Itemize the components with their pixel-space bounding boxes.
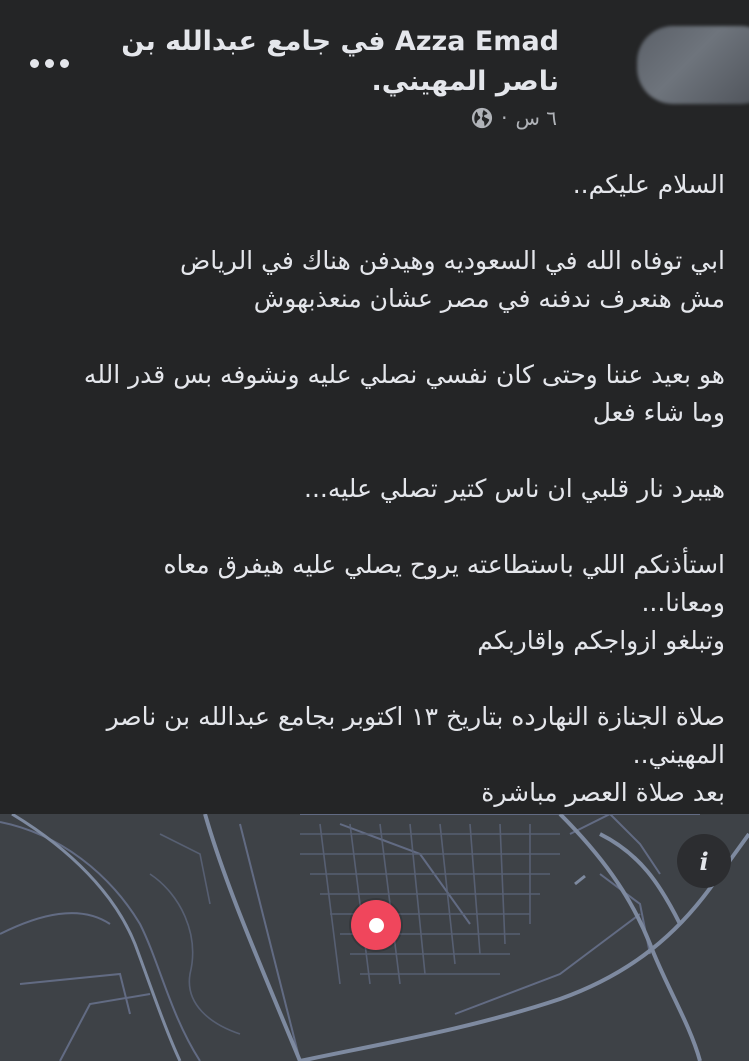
more-dots-icon: [30, 59, 39, 68]
body-line: هو بعيد عننا وحتى كان نفسي نصلي عليه ونشوفه بس قدر الله: [83, 360, 725, 389]
body-line: استأذنكم اللي باستطاعته يروح يصلي عليه هيفرق معاه: [163, 550, 725, 579]
body-line: وما شاء فعل: [592, 398, 725, 427]
post-meta: [471, 104, 557, 132]
location-map[interactable]: [0, 814, 749, 1061]
post-body: [25, 166, 725, 812]
pin-center: [369, 918, 384, 933]
body-line: السلام عليكم..: [572, 170, 725, 199]
meta-separator: ·: [501, 106, 508, 130]
body-line: وتبلغو ازواجكم واقاربكم: [477, 626, 725, 655]
globe-icon[interactable]: [471, 107, 493, 129]
body-line: بعد صلاة العصر مباشرة: [481, 778, 725, 807]
place-link[interactable]: جامع عبدالله بن ناصر المهيني.: [121, 26, 559, 97]
avatar[interactable]: [637, 26, 749, 104]
map-info-button[interactable]: i: [677, 834, 731, 888]
post-title: [89, 22, 559, 102]
body-line: صلاة الجنازة النهارده بتاريخ ١٣ اكتوبر بجامع عبدالله بن ناصر: [106, 702, 725, 731]
location-pin-icon[interactable]: [351, 900, 401, 950]
more-dots-icon: [45, 59, 54, 68]
author-name[interactable]: Azza Emad: [394, 26, 559, 57]
body-line: المهيني..: [632, 740, 725, 769]
post-header: [0, 0, 749, 140]
body-line: ابي توفاه الله في السعوديه وهيدفن هناك في الرياض: [179, 246, 725, 275]
title-connector: في: [340, 26, 386, 57]
body-line: هيبرد نار قلبي ان ناس كتير تصلي عليه...: [304, 474, 725, 503]
more-dots-icon: [60, 59, 69, 68]
body-line: مش هنعرف ندفنه في مصر عشان منعذبهوش: [253, 284, 725, 313]
body-line: ومعانا...: [641, 588, 725, 617]
more-options-button[interactable]: [22, 48, 76, 78]
post-time[interactable]: ٦ س: [515, 106, 557, 130]
